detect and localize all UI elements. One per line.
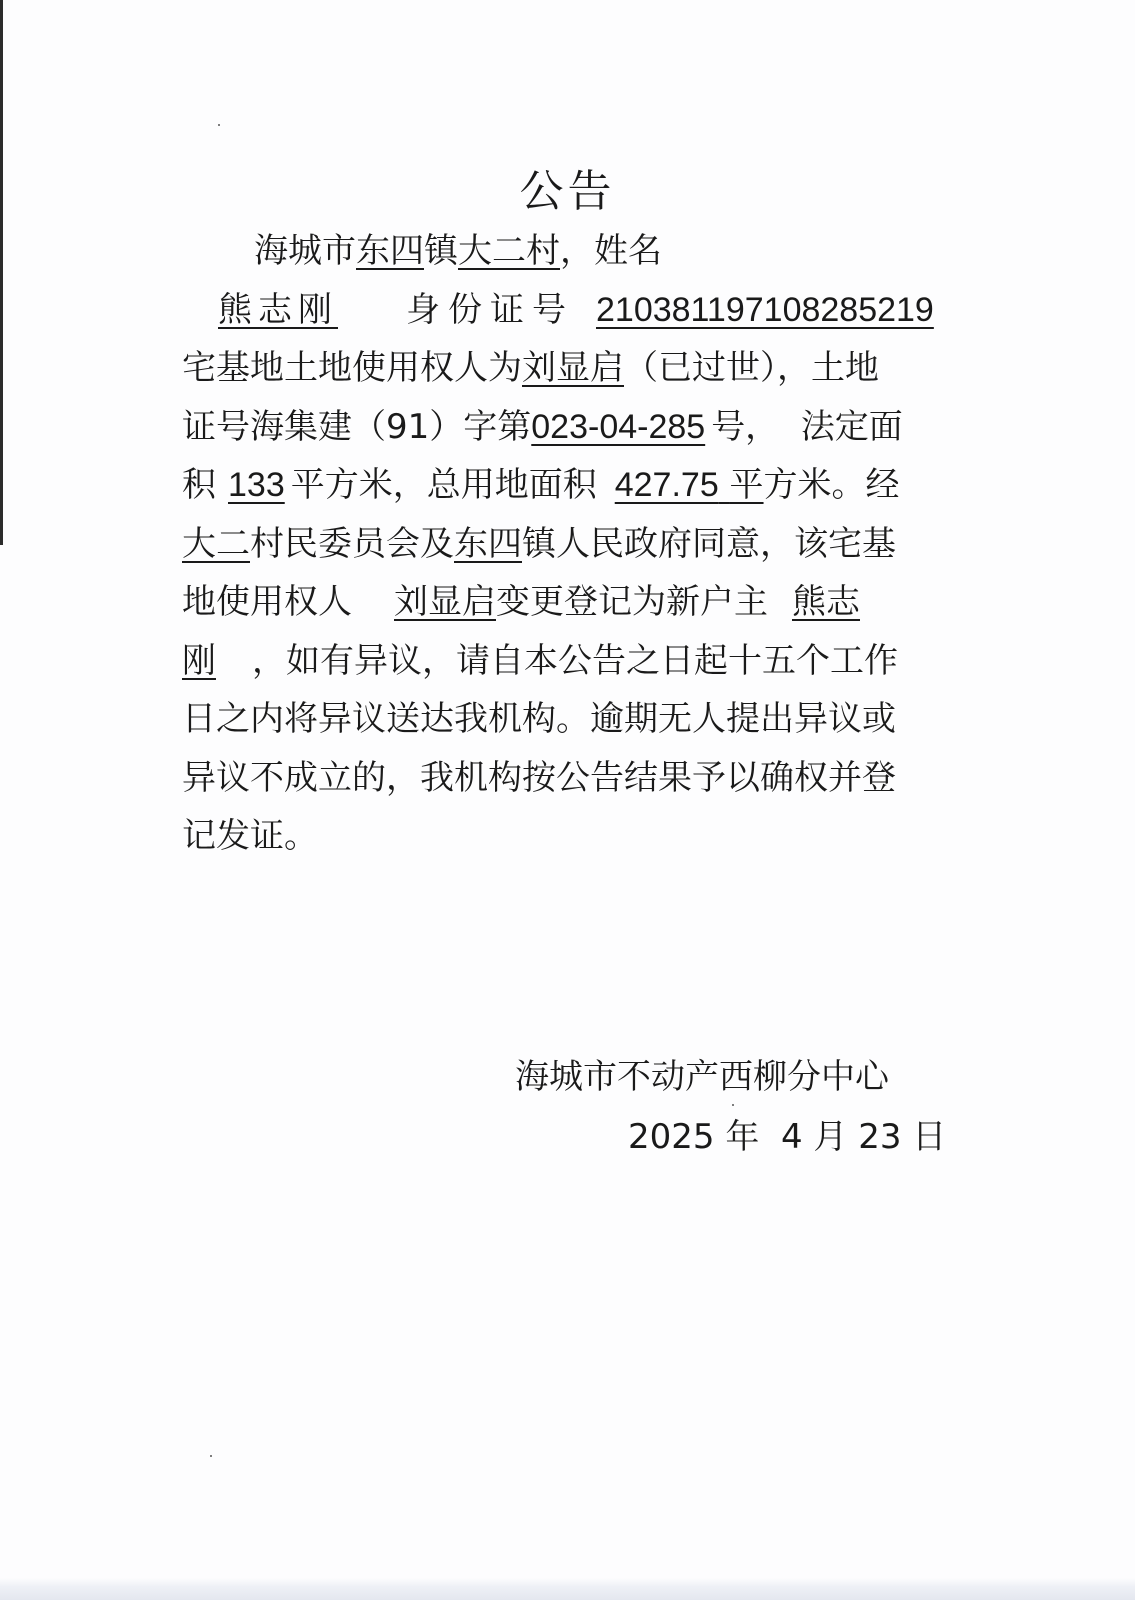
scan-speck xyxy=(218,124,220,126)
issuing-organization: 海城市不动产西柳分中心 xyxy=(515,1057,889,1097)
notice-line-7 xyxy=(182,573,982,632)
line5-mid: 平方米，总用地面积 xyxy=(290,465,597,505)
county-text: 海城市 xyxy=(254,231,356,271)
notice-line-10: 异议不成立的，我机构按公告结果予以确权并登 xyxy=(182,757,896,798)
issue-date: 2025 年 4 月 23 日 xyxy=(628,1117,947,1157)
line5-suffix: 方米。经 xyxy=(763,465,900,505)
village-underlined: 大二村 xyxy=(458,231,560,271)
name-label: ，姓名 xyxy=(560,231,662,271)
town-suffix-text: 镇 xyxy=(424,231,458,271)
line7-prefix: 地使用权人 xyxy=(182,582,352,622)
notice-line-3 xyxy=(182,339,982,398)
line6-mid: 村民委员会及 xyxy=(250,523,454,564)
line5-prefix: 积 xyxy=(182,465,216,505)
line7-mid: 变更登记为新户主 xyxy=(496,582,768,622)
notice-line-4 xyxy=(182,398,982,457)
scan-speck xyxy=(210,1455,212,1457)
total-area-value: 427.75 xyxy=(614,466,719,504)
notice-line-9: 日之内将异议送达我机构。逾期无人提出异议或 xyxy=(182,699,896,739)
village-short-underlined: 大二 xyxy=(182,523,250,564)
scan-edge-bottom xyxy=(0,1578,1135,1600)
new-owner-name-part1: 熊志 xyxy=(792,582,860,622)
new-owner-name-part2: 刚 xyxy=(182,640,216,681)
line6-suffix: 镇人民政府同意，该宅基 xyxy=(522,523,896,564)
line3-prefix: 宅基地土地使用权人为 xyxy=(182,348,522,388)
notice-title: 公告 xyxy=(519,166,616,217)
line4-suffix: 号， 法定面 xyxy=(711,406,903,447)
total-area-unit-part: 平 xyxy=(729,465,764,505)
legal-area-value: 133 xyxy=(228,466,285,504)
line8-suffix: ，如有异议，请自本公告之日起十五个工作 xyxy=(252,640,898,681)
applicant-name-field: 熊志刚 xyxy=(218,289,338,330)
notice-line-1 xyxy=(182,222,982,281)
notice-line-2 xyxy=(182,281,982,340)
notice-line-8 xyxy=(182,632,982,691)
certificate-number: 023-04-285 xyxy=(531,407,706,446)
id-label: 身份证号 xyxy=(406,289,574,330)
holder-name-field: 刘显启 xyxy=(394,582,496,622)
scan-edge-left xyxy=(0,0,3,545)
line3-suffix: （已过世），土地 xyxy=(624,348,879,388)
notice-line-5 xyxy=(182,456,982,515)
town-underlined-2: 东四 xyxy=(454,523,522,564)
line4-prefix: 证号海集建（91）字第 xyxy=(182,406,532,447)
id-number-field: 210381197108285219 xyxy=(596,290,934,329)
town-underlined: 东四 xyxy=(356,231,424,271)
original-holder-name: 刘显启 xyxy=(522,348,624,388)
notice-body xyxy=(182,222,982,866)
notice-line-11: 记发证。 xyxy=(182,816,318,856)
notice-line-6 xyxy=(182,515,982,574)
